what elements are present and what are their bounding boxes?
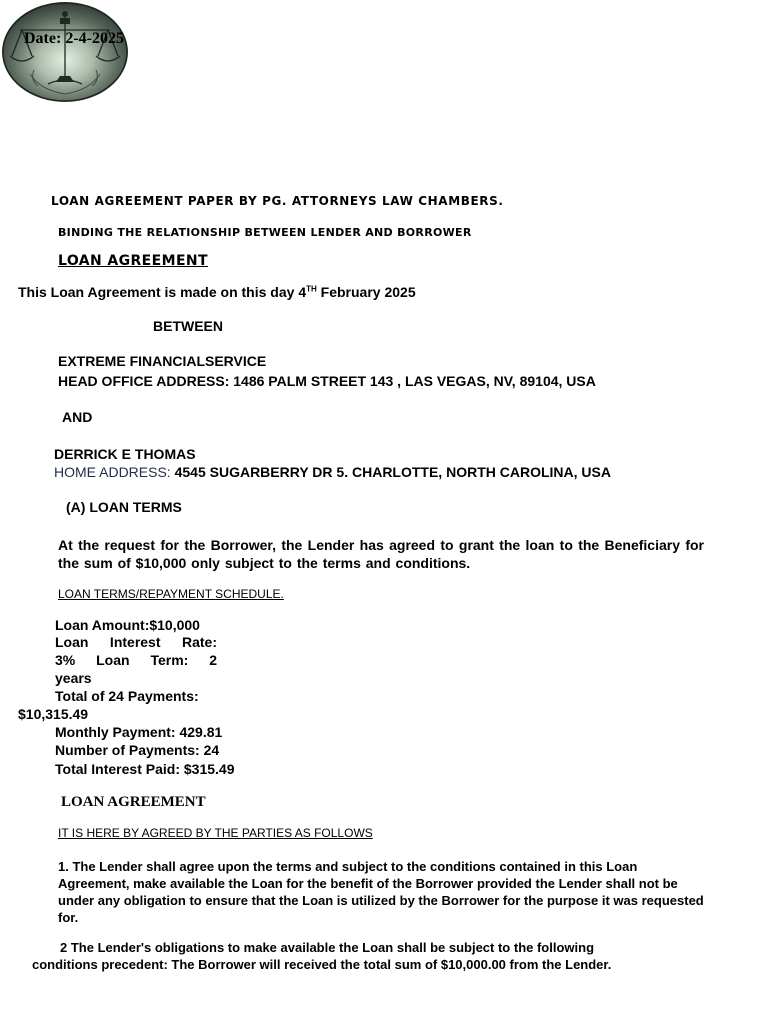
document-title: LOAN AGREEMENT PAPER BY PG. ATTORNEYS LAW CHAMBERS. (51, 194, 504, 208)
borrower-name: DERRICK E THOMAS (54, 446, 196, 462)
loan-amount: Loan Amount:$10,000 (55, 617, 200, 633)
total-payments-value: $10,315.49 (18, 706, 89, 722)
borrower-address (54, 464, 611, 480)
document-date: Date: 2-4-2025 (24, 30, 124, 47)
loan-agreement-heading: LOAN AGREEMENT (58, 253, 208, 269)
intro-text: This Loan Agreement is made on this day 4 (18, 284, 307, 300)
agreement-intro (18, 284, 416, 300)
loan-terms-paragraph: At the request for the Borrower, the Lender has agreed to grant the loan to the Beneficiary for the sum of $10,000 only subject to the terms and conditions. (58, 537, 704, 571)
clause-2-line-1: 2 The Lender's obligations to make available the Loan shall be subject to the following (60, 940, 595, 955)
number-of-payments: Number of Payments: 24 (55, 742, 220, 758)
borrower-address-label: HOME ADDRESS: (54, 464, 171, 480)
loan-term-years: years (55, 670, 92, 686)
scales-of-justice-seal-icon (0, 0, 130, 104)
loan-term-line: 3% Loan Term: 2 (55, 652, 217, 668)
lender-name: EXTREME FINANCIALSERVICE (58, 353, 267, 369)
between-label: BETWEEN (153, 318, 223, 334)
total-payments-label: Total of 24 Payments: (55, 688, 199, 704)
lender-address: HEAD OFFICE ADDRESS: 1486 PALM STREET 143 , LAS VEGAS, NV, 89104, USA (58, 373, 596, 389)
section-loan-terms-heading: (A) LOAN TERMS (66, 499, 182, 515)
document-subtitle: BINDING THE RELATIONSHIP BETWEEN LENDER AND BORROWER (58, 226, 472, 239)
total-interest-paid: Total Interest Paid: $315.49 (55, 761, 235, 777)
borrower-address-value: 4545 SUGARBERRY DR 5. CHARLOTTE, NORTH CAROLINA, USA (170, 464, 611, 480)
clause-1: 1. The Lender shall agree upon the terms and subject to the conditions contained in this Loan Agreement, make available the Loan for the benefit of the Borrower provided the Lender shall not be under any obligation to ensure that the Loan is utilized by the Borrower for the purpose it was requested for. (58, 859, 704, 925)
clause-2-line-2: conditions precedent: The Borrower will received the total sum of $10,000.00 from the Lender. (32, 957, 612, 972)
agreed-by-parties-heading: IT IS HERE BY AGREED BY THE PARTIES AS FOLLOWS (58, 826, 373, 840)
loan-agreement-heading-secondary: LOAN AGREEMENT (61, 794, 206, 810)
repayment-schedule-heading: LOAN TERMS/REPAYMENT SCHEDULE. (58, 587, 284, 601)
and-label: AND (62, 409, 93, 425)
monthly-payment: Monthly Payment: 429.81 (55, 724, 223, 740)
loan-interest-rate-line: Loan Interest Rate: (55, 634, 217, 650)
intro-date-rest: February 2025 (316, 284, 416, 300)
intro-superscript: TH (306, 284, 317, 294)
